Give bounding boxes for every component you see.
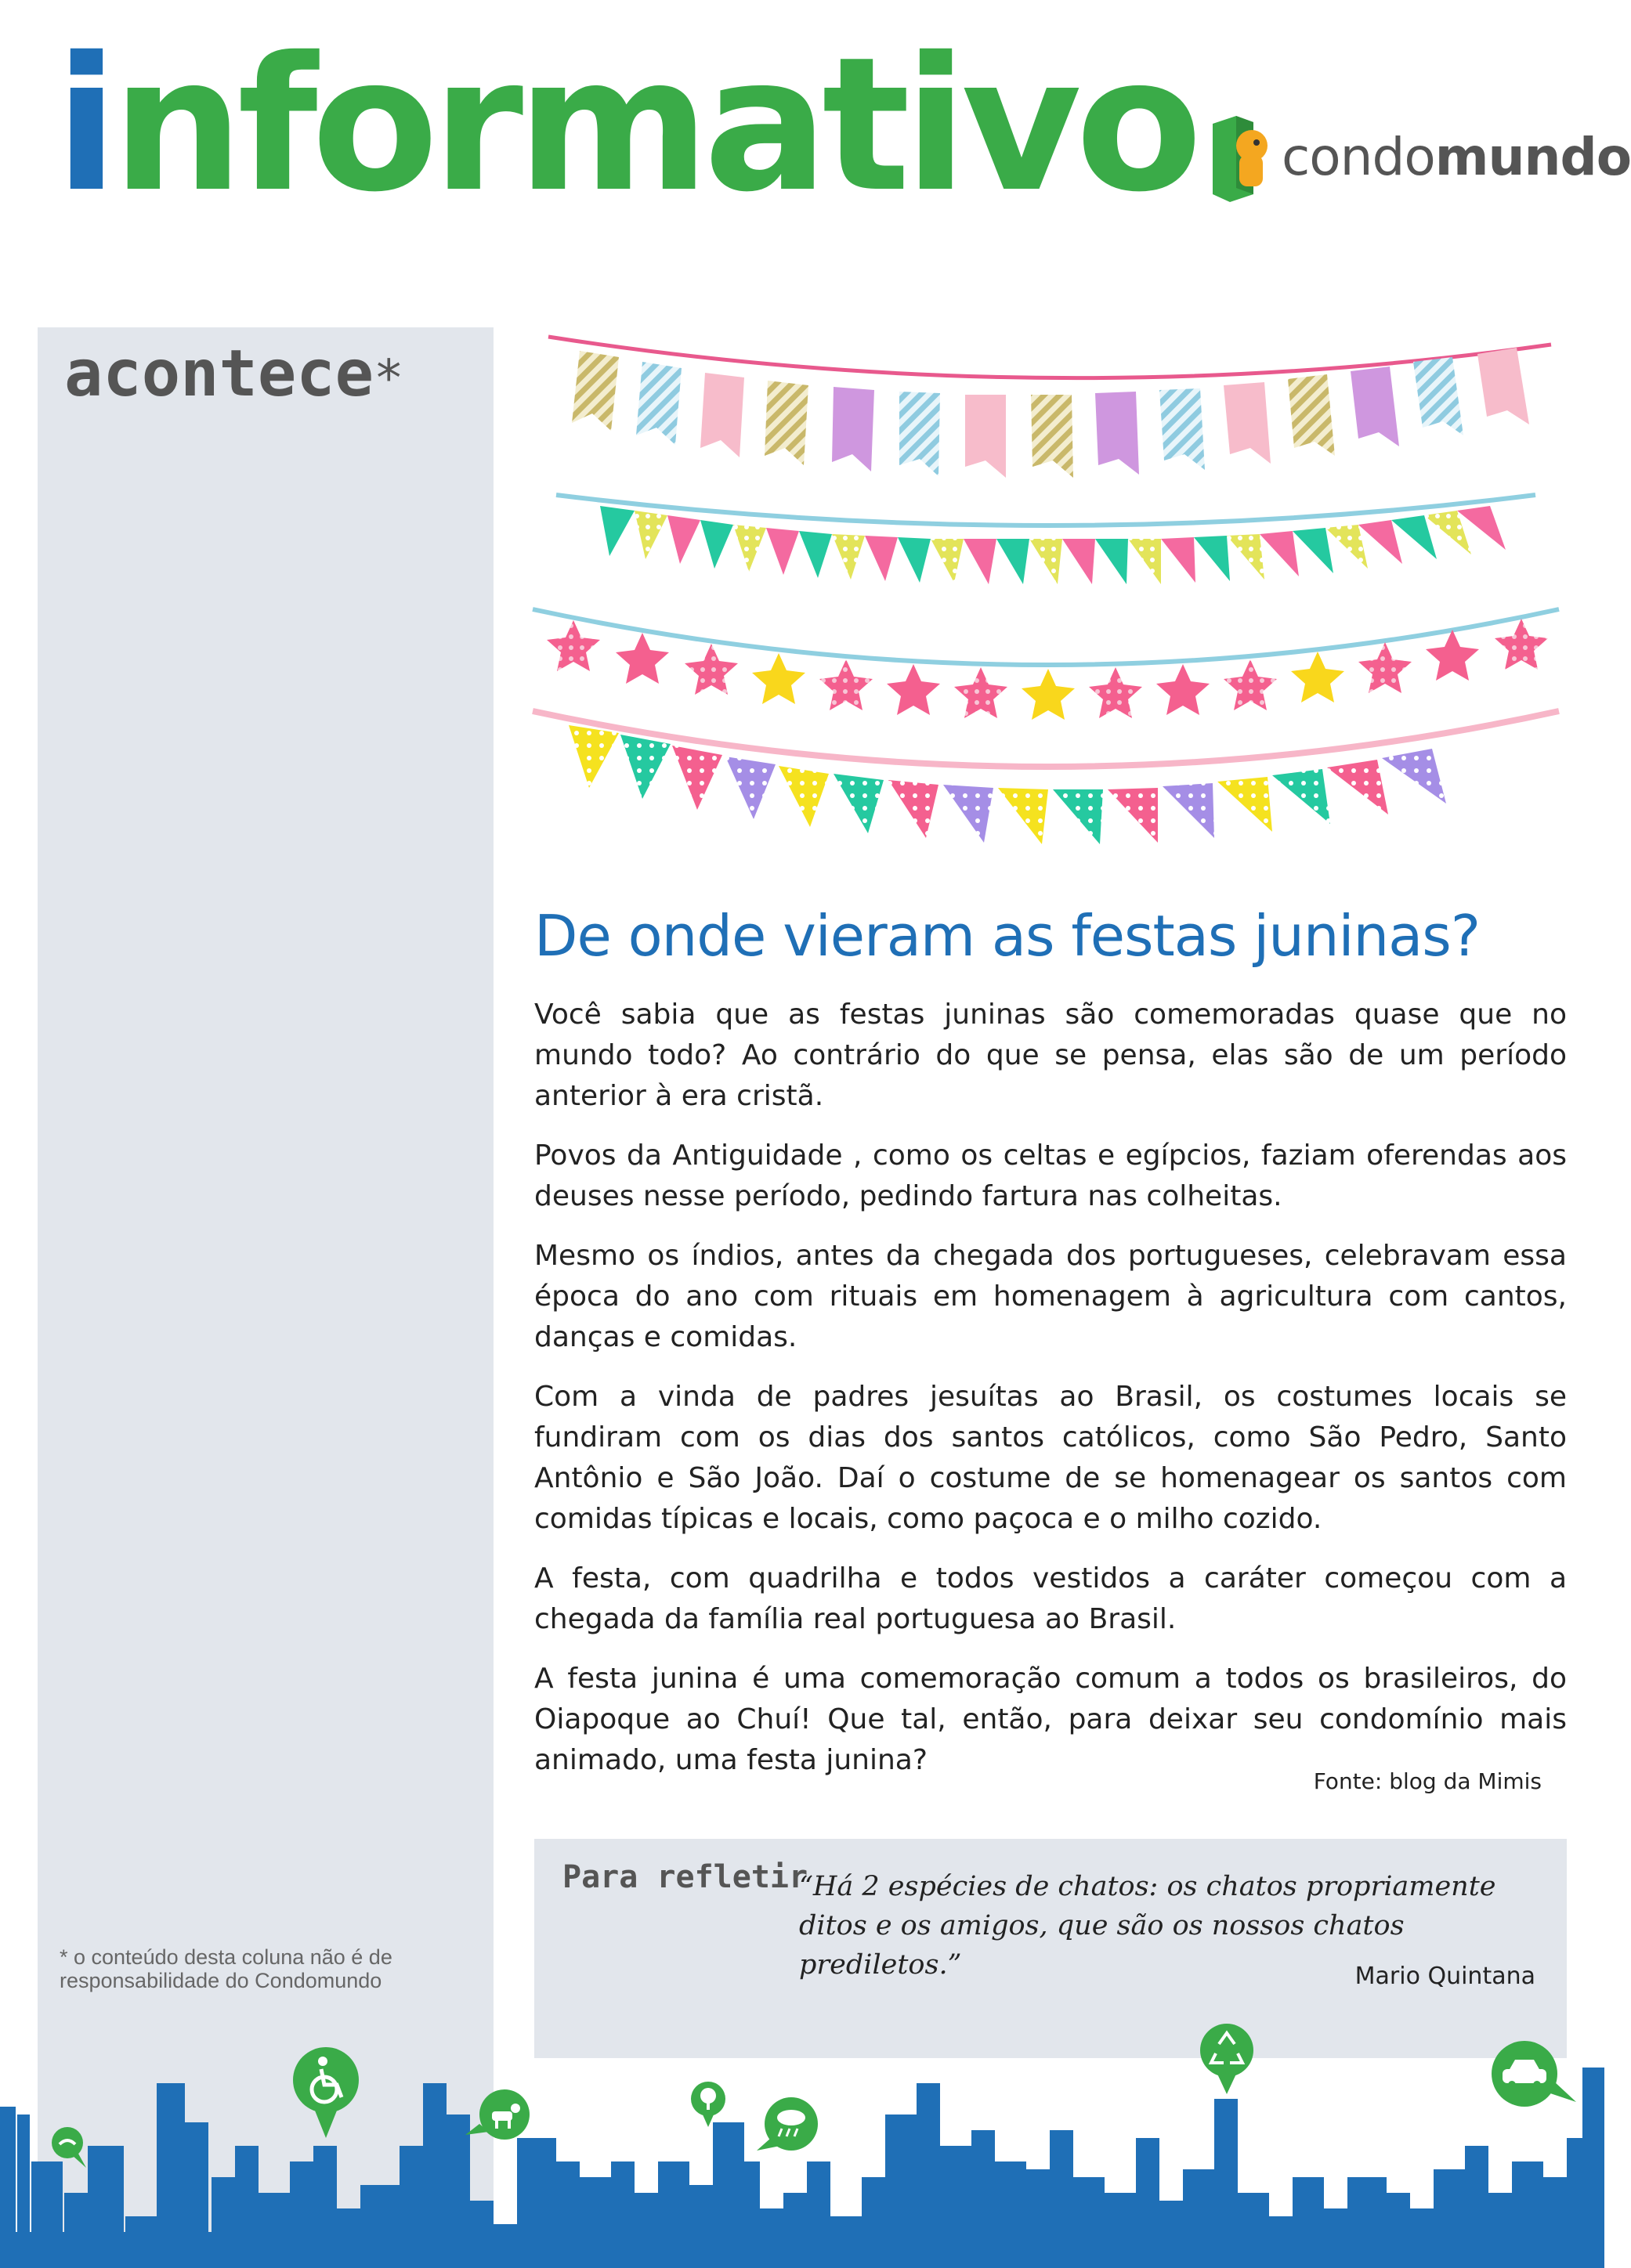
- article-paragraph: Povos da Antiguidade , como os celtas e egípcios, faziam oferendas aos deuses nesse período, pedindo fartura nas colheitas.: [534, 1139, 1567, 1212]
- masthead-title-rest: nformativo: [111, 17, 1196, 233]
- condomundo-mascot-icon: [1206, 116, 1277, 202]
- logo-text: [1282, 127, 1631, 187]
- article-paragraph: A festa junina é uma comemoração comum a todos os brasileiros, do Oiapoque ao Chuí! Que tal, então, para deixar seu condomínio mais animado, uma festa junina?: [534, 1663, 1567, 1776]
- dog-walk-icon: [465, 2089, 530, 2140]
- quote-label: Para refletir: [562, 1859, 808, 1895]
- logo-text-bold: mundo: [1434, 127, 1631, 187]
- article-body: [534, 995, 1567, 1800]
- condomundo-logo[interactable]: [1206, 116, 1631, 202]
- quote-author: Mario Quintana: [1354, 1963, 1535, 1990]
- sidebar-title: [64, 337, 403, 411]
- car-icon: [1492, 2041, 1576, 2107]
- article-paragraph: Mesmo os índios, antes da chegada dos portugueses, celebravam essa época do ano com rituais em homenagem à agricultura com cantos, danças e comidas.: [534, 1240, 1567, 1353]
- city-skyline-illustration: [0, 2036, 1604, 2268]
- article-paragraph: A festa, com quadrilha e todos vestidos a caráter começou com a chegada da família real portuguesa ao Brasil.: [534, 1562, 1567, 1635]
- article-paragraph: Com a vinda de padres jesuítas ao Brasil, os costumes locais se fundiram com os dias dos santos católicos, como São Pedro, Santo Antônio e São João. Daí o costume de se homenagear os santos com comidas típicas e locais, como paçoca e o milho cozido.: [534, 1381, 1567, 1535]
- skyline-buildings: [0, 2068, 1604, 2268]
- recycle-icon: [1200, 2024, 1253, 2094]
- sidebar-title-asterisk: *: [373, 350, 404, 408]
- tree-icon: [691, 2082, 725, 2127]
- bunting-illustration: [533, 313, 1567, 885]
- quote-text: “Há 2 espécies de chatos: os chatos propriamente ditos e os amigos, que são os nossos chatos prediletos.”: [799, 1871, 1496, 1981]
- masthead-title-first-letter: i: [55, 17, 112, 233]
- logo-text-regular: condo: [1282, 127, 1435, 187]
- article-paragraph: Você sabia que as festas juninas são comemoradas quase que no mundo todo? Ao contrário do que se pensa, elas são de um período anterior à era cristã.: [534, 999, 1567, 1112]
- article-title: De onde vieram as festas juninas?: [534, 903, 1481, 969]
- rain-icon: [757, 2097, 818, 2151]
- masthead-title: [55, 17, 1196, 233]
- article-source: Fonte: blog da Mimis: [1313, 1768, 1542, 1794]
- wheelchair-icon: [293, 2047, 359, 2138]
- sidebar-title-text: acontece: [64, 337, 374, 411]
- sidebar-disclaimer: * o conteúdo desta coluna não é de responsabilidade do Condomundo: [60, 1945, 392, 1992]
